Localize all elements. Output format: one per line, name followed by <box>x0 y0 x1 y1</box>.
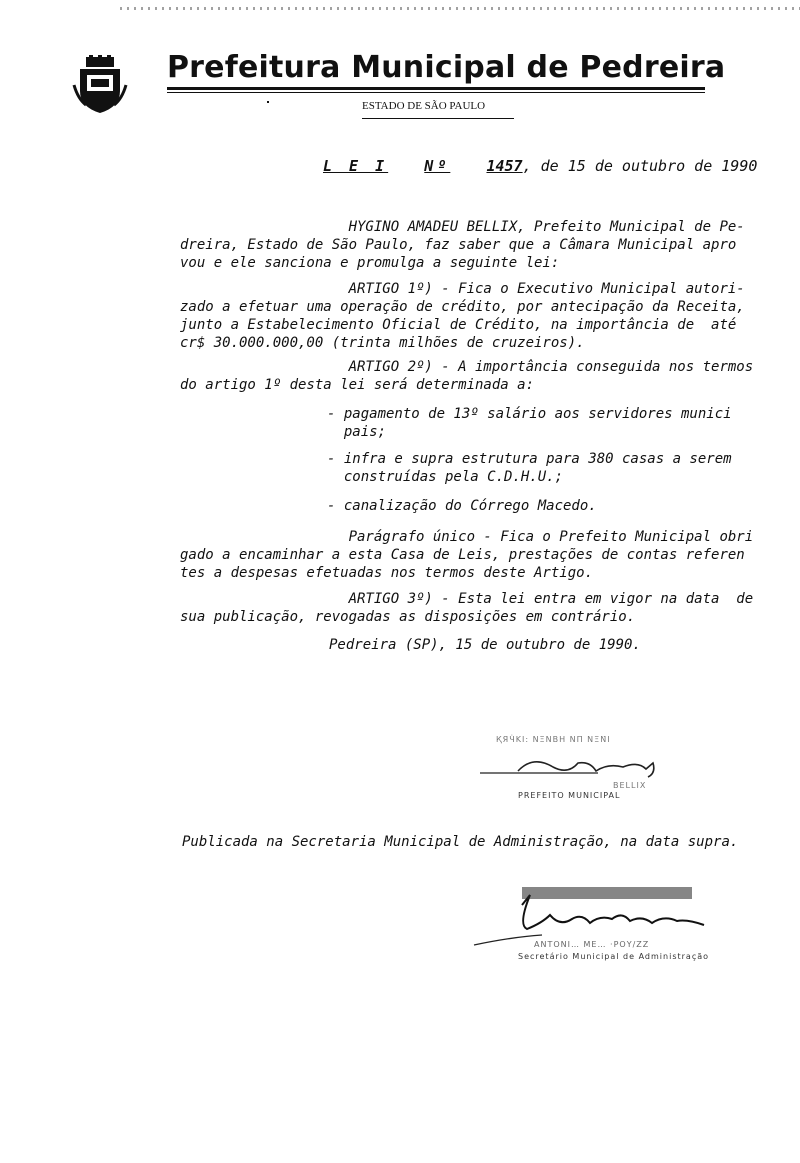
signature-stamp-text: ҚЯЧ̇ΚΙ: ΝΞΝΒΗ ΝΠ ΝΞΝ̇Ι <box>496 735 611 744</box>
article-2-item-3: - canalização do Córrego Macedo. <box>327 498 597 514</box>
state-underline <box>362 118 514 119</box>
place-date: Pedreira (SP), 15 de outubro de 1990. <box>329 637 641 653</box>
article-2-item-2: - infra e supra estrutura para 380 casas a serem construídas pela C.D.H.U.; <box>327 451 732 485</box>
sole-paragraph: Parágrafo único - Fica o Prefeito Municipal obri gado a encaminhar a esta Casa de Leis, prestações de contas referen tes a despesas efetuadas nos termos deste Artigo. <box>180 529 754 581</box>
scan-artifact <box>120 7 800 10</box>
secretary-role: Secretário Municipal de Administração <box>518 952 710 961</box>
law-prefix: L E I <box>323 157 389 175</box>
law-heading <box>323 157 757 175</box>
article-3: ARTIGO 3º) - Esta lei entra em vigor na data de sua publicação, revogadas as disposições em contrário. <box>180 591 754 625</box>
signatory-name: BELLIX <box>613 781 647 790</box>
law-date: , de 15 de outubro de 1990 <box>522 157 758 175</box>
page-title: Prefeitura Municipal de Pedreira <box>167 50 726 85</box>
title-rule-thin <box>167 92 705 93</box>
municipal-coat-of-arms-icon <box>72 55 128 115</box>
preamble-paragraph: HYGINO AMADEU BELLIX, Prefeito Municipal de Pe- dreira, Estado de São Paulo, faz saber que a Câmara Municipal apro vou e ele sanciona e promulga a seguinte lei: <box>180 219 745 271</box>
publication-note: Publicada na Secretaria Municipal de Administração, na data supra. <box>182 834 739 850</box>
scan-dot <box>267 101 269 103</box>
signatory-role: PREFEITO MUNICIPAL <box>518 791 621 800</box>
secretary-name-stamp: ΑΝΤΟΝΙ… ΜΕ… ·ΡΟΥ/ΖΖ <box>534 940 650 949</box>
mayor-signature-block <box>478 733 688 803</box>
title-rule <box>167 87 705 90</box>
article-1: ARTIGO 1º) - Fica o Executivo Municipal autori- zado a efetuar uma operação de crédito, por antecipação da Receita, junto a Estabelecimento Oficial de Crédito, na importância de até cr$ 30.000.000,00 (trinta milhões de cruzeiros). <box>180 281 745 351</box>
state-subtitle: ESTADO DE SÃO PAULO <box>362 100 486 112</box>
article-2: ARTIGO 2º) - A importância conseguida nos termos do artigo 1º desta lei será determinada a: <box>180 359 754 393</box>
law-number: 1457 <box>486 157 523 175</box>
law-no-label: Nº <box>424 157 451 175</box>
article-2-item-1: - pagamento de 13º salário aos servidores munici pais; <box>327 406 732 440</box>
secretary-signature-block <box>472 885 722 965</box>
